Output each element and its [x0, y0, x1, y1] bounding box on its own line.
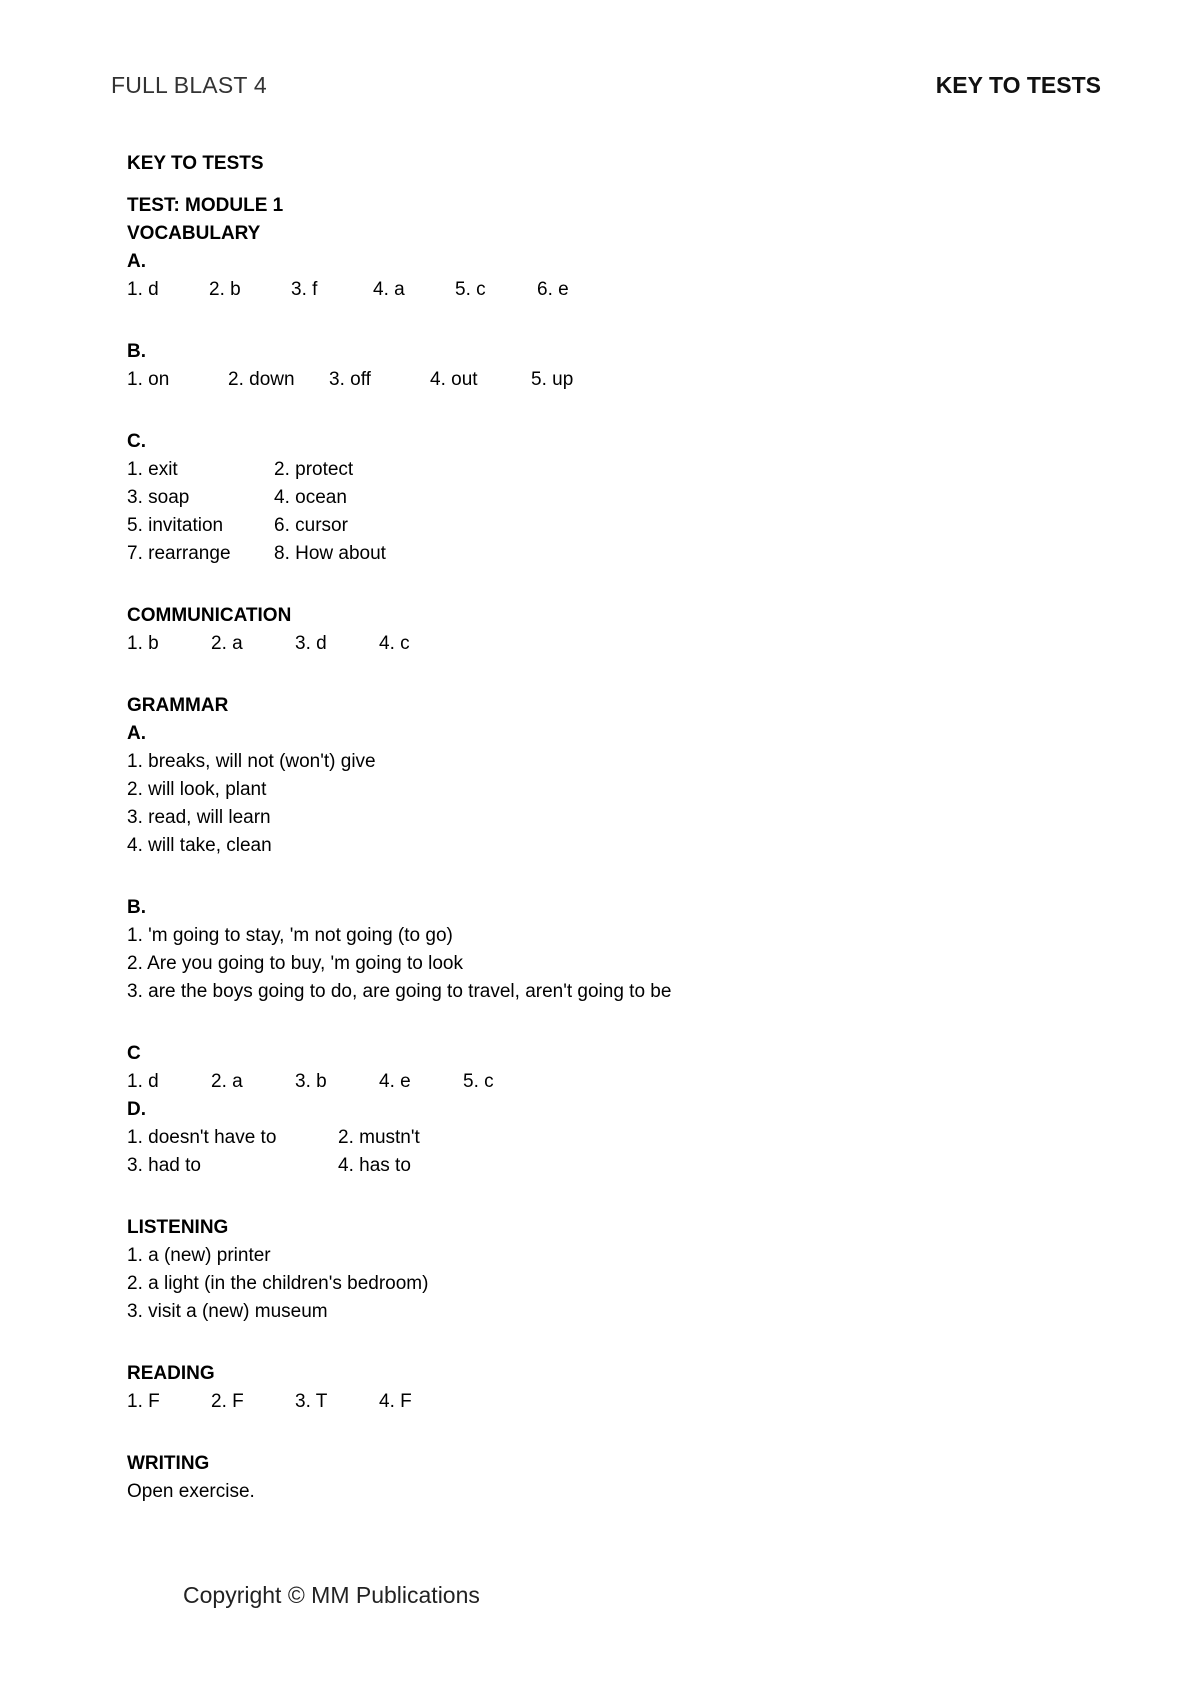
- writing-text: Open exercise.: [127, 1481, 255, 1502]
- answer: 2. a: [211, 1071, 243, 1092]
- answer: 5. c: [463, 1071, 494, 1092]
- answer: 1. doesn't have to: [127, 1127, 277, 1148]
- communication-answers: [127, 630, 1107, 658]
- answer: 2. F: [211, 1391, 244, 1412]
- answer: 1. d: [127, 279, 159, 300]
- grammar-c-label: C: [127, 1043, 141, 1064]
- answer: 3. had to: [127, 1155, 201, 1176]
- vocabulary-b-answers: [127, 366, 1107, 394]
- grammar-c-answers: [127, 1068, 1107, 1096]
- answer: 4. e: [379, 1071, 411, 1092]
- grammar-b-line: 3. are the boys going to do, are going to travel, aren't going to be: [127, 981, 672, 1002]
- reading-heading: READING: [127, 1363, 215, 1384]
- answer: 4. has to: [338, 1155, 411, 1176]
- answer: 3. d: [295, 633, 327, 654]
- module-title: TEST: MODULE 1: [127, 195, 284, 216]
- grammar-b-line: 1. 'm going to stay, 'm not going (to go): [127, 925, 453, 946]
- listening-heading: LISTENING: [127, 1217, 229, 1238]
- answer: 5. up: [531, 369, 574, 390]
- grammar-a-line: 3. read, will learn: [127, 807, 271, 828]
- answer: 2. mustn't: [338, 1127, 420, 1148]
- communication-heading: COMMUNICATION: [127, 605, 292, 626]
- answer: 1. on: [127, 369, 170, 390]
- grammar-a-label: A.: [127, 723, 146, 744]
- answer: 2. down: [228, 369, 295, 390]
- grammar-a-line: 4. will take, clean: [127, 835, 272, 856]
- page-title: KEY TO TESTS: [127, 153, 264, 174]
- answer-key-content: [127, 150, 1107, 1506]
- answer: 4. a: [373, 279, 405, 300]
- answer: 8. How about: [274, 543, 386, 564]
- grammar-b-line: 2. Are you going to buy, 'm going to look: [127, 953, 463, 974]
- answer: 4. c: [379, 633, 410, 654]
- answer: 3. b: [295, 1071, 327, 1092]
- answer: 3. f: [291, 279, 318, 300]
- answer: 1. F: [127, 1391, 160, 1412]
- vocabulary-a-answers: [127, 276, 1107, 304]
- vocabulary-heading: VOCABULARY: [127, 223, 261, 244]
- answer: 3. T: [295, 1391, 328, 1412]
- grammar-a-line: 2. will look, plant: [127, 779, 267, 800]
- copyright-footer: Copyright © MM Publications: [183, 1582, 480, 1608]
- answer: 3. soap: [127, 487, 190, 508]
- grammar-b-label: B.: [127, 897, 146, 918]
- answer: 3. off: [329, 369, 371, 390]
- grammar-d-answers: [127, 1124, 1107, 1180]
- answer: 1. b: [127, 633, 159, 654]
- writing-heading: WRITING: [127, 1453, 210, 1474]
- answer: 5. c: [455, 279, 486, 300]
- vocabulary-b-label: B.: [127, 341, 146, 362]
- grammar-a-line: 1. breaks, will not (won't) give: [127, 751, 376, 772]
- listening-line: 2. a light (in the children's bedroom): [127, 1273, 429, 1294]
- listening-line: 1. a (new) printer: [127, 1245, 271, 1266]
- answer: 1. exit: [127, 459, 178, 480]
- grammar-d-label: D.: [127, 1099, 146, 1120]
- answer: 6. e: [537, 279, 569, 300]
- answer: 2. a: [211, 633, 243, 654]
- answer: 4. ocean: [274, 487, 347, 508]
- header-section-title: KEY TO TESTS: [935, 72, 1101, 98]
- reading-answers: [127, 1388, 1107, 1416]
- grammar-heading: GRAMMAR: [127, 695, 229, 716]
- answer: 7. rearrange: [127, 543, 231, 564]
- vocabulary-a-label: A.: [127, 251, 146, 272]
- answer: 6. cursor: [274, 515, 348, 536]
- header-book-title: FULL BLAST 4: [111, 72, 267, 98]
- answer: 5. invitation: [127, 515, 224, 536]
- answer: 1. d: [127, 1071, 159, 1092]
- vocabulary-c-label: C.: [127, 431, 146, 452]
- listening-line: 3. visit a (new) museum: [127, 1301, 328, 1322]
- answer: 2. b: [209, 279, 241, 300]
- answer: 4. out: [430, 369, 478, 390]
- vocabulary-c-answers: [127, 456, 1107, 568]
- answer: 2. protect: [274, 459, 354, 480]
- answer: 4. F: [379, 1391, 412, 1412]
